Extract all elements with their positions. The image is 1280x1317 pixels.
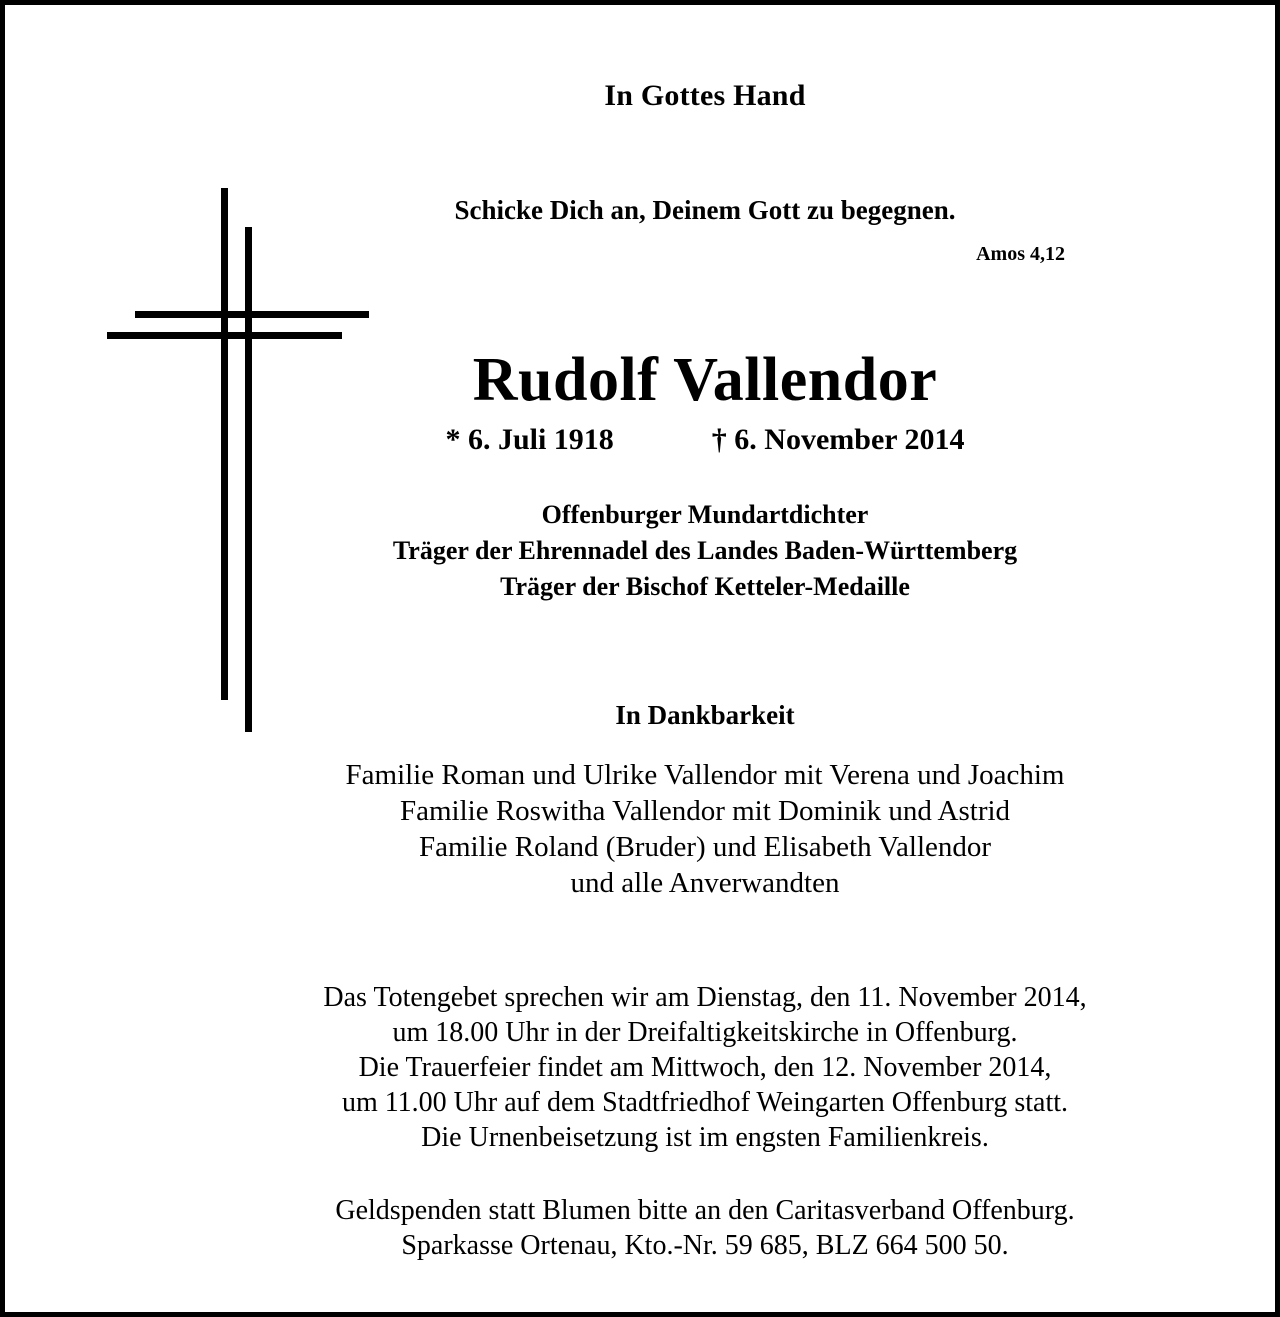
service-line: Die Urnenbeisetzung ist im engsten Familienkreis. (421, 1122, 989, 1153)
mourners-list (260, 757, 1150, 901)
bible-verse-source: Amos 4,12 (976, 243, 1065, 265)
service-line: Die Trauerfeier findet am Mittwoch, den 12. November 2014, (358, 1052, 1052, 1083)
life-dates (260, 423, 1150, 457)
death-date: † 6. November 2014 (711, 423, 965, 456)
honor-line: Offenburger Mundartdichter (541, 500, 869, 529)
service-line: um 11.00 Uhr auf dem Stadtfriedhof Weingarten Offenburg statt. (341, 1087, 1069, 1118)
donation-details (260, 1193, 1150, 1263)
bible-verse: Schicke Dich an, Deinem Gott zu begegnen. (454, 195, 956, 225)
mourner-line: und alle Anverwandten (570, 867, 840, 899)
motto-heading: In Gottes Hand (604, 79, 806, 112)
donation-line: Sparkasse Ortenau, Kto.-Nr. 59 685, BLZ 664 500 50. (401, 1230, 1009, 1261)
mourners-heading: In Dankbarkeit (615, 700, 795, 730)
honor-line: Träger der Ehrennadel des Landes Baden-Württemberg (392, 536, 1018, 565)
honors-list (260, 497, 1150, 605)
birth-date: * 6. Juli 1918 (445, 423, 614, 456)
mourner-line: Familie Roland (Bruder) und Elisabeth Vallendor (418, 831, 992, 863)
donation-line: Geldspenden statt Blumen bitte an den Caritasverband Offenburg. (335, 1195, 1075, 1226)
mourner-line: Familie Roman und Ulrike Vallendor mit Verena und Joachim (345, 759, 1065, 791)
deceased-name: Rudolf Vallendor (472, 346, 938, 414)
honor-line: Träger der Bischof Ketteler-Medaille (500, 572, 910, 601)
mourner-line: Familie Roswitha Vallendor mit Dominik und Astrid (399, 795, 1011, 827)
service-line: Das Totengebet sprechen wir am Dienstag, den 11. November 2014, (323, 982, 1087, 1013)
service-details (260, 980, 1150, 1155)
service-line: um 18.00 Uhr in der Dreifaltigkeitskirche in Offenburg. (392, 1017, 1018, 1048)
